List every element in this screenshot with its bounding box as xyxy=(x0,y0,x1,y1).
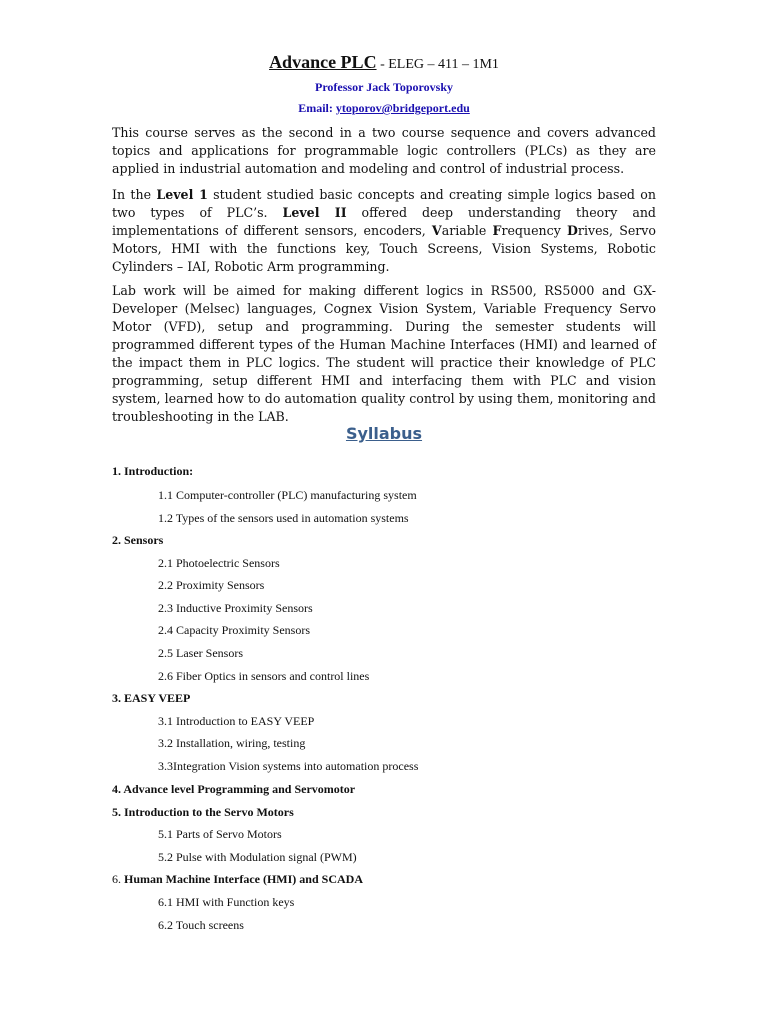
initial-d: D xyxy=(567,223,578,238)
text-run: student studied basic concepts and creating simple logics based on two types of PLC’s. xyxy=(112,187,657,220)
subsection-2-6: 2.6 Fiber Optics in sensors and control lines xyxy=(158,669,370,683)
subsection-1-2: 1.2 Types of the sensors used in automation systems xyxy=(158,511,409,525)
subsection-3-3: 3.3Integration Vision systems into automation process xyxy=(158,759,419,773)
subsection-2-1: 2.1 Photoelectric Sensors xyxy=(158,556,280,570)
subsection-2-2: 2.2 Proximity Sensors xyxy=(158,578,265,592)
lab-work-paragraph: Lab work will be aimed for making different logics in RS500, RS5000 and GX-Developer (Melsec) languages, Cognex Vision System, Variable Frequency Servo Motor (VFD), setup and programming. During the semester students will programmed different types of the Human Machine Interfaces (HMI) and learned of the impact them in PLC logics. The student will practice their knowledge of PLC programming, setup different HMI and interfacing them with PLC and vision system, learned how to do automation quality control by using them, monitoring and troubleshooting in the LAB. xyxy=(112,283,656,424)
section-servo-motors: 5. Introduction to the Servo Motors xyxy=(112,805,294,819)
course-title xyxy=(0,52,768,73)
text-run: requency xyxy=(501,223,567,238)
subsection-6-1: 6.1 HMI with Function keys xyxy=(158,895,295,909)
level-2-label: Level II xyxy=(282,205,347,220)
subsection-3-1: 3.1 Introduction to EASY VEEP xyxy=(158,714,315,728)
professor-name: Professor Jack Toporovsky xyxy=(314,80,454,94)
subsection-2-5: 2.5 Laser Sensors xyxy=(158,646,243,660)
section-easy-veep: 3. EASY VEEP xyxy=(112,691,191,705)
initial-v: V xyxy=(431,223,442,238)
course-name: Advance PLC xyxy=(269,52,377,72)
subsection-1-1: 1.1 Computer-controller (PLC) manufacturing system xyxy=(158,488,417,502)
subsection-6-2: 6.2 Touch screens xyxy=(158,918,244,932)
section-hmi-scada xyxy=(112,872,363,887)
section-sensors: 2. Sensors xyxy=(112,533,164,547)
intro-paragraph: This course serves as the second in a two course sequence and covers advanced topics and applications for programmable logic controllers (PLCs) as they are applied in industrial automation and modeling and control of industrial process. xyxy=(112,125,656,176)
text-run: In the xyxy=(112,187,157,202)
section-advance-programming: 4. Advance level Programming and Servomotor xyxy=(112,782,356,796)
text-run: offered deep understanding theory and implementations of different sensors, encoders, xyxy=(112,205,656,238)
subsection-2-3: 2.3 Inductive Proximity Sensors xyxy=(158,601,313,615)
subsection-2-4: 2.4 Capacity Proximity Sensors xyxy=(158,623,310,637)
email-link[interactable]: ytoporov@bridgeport.edu xyxy=(335,101,470,115)
course-code: - ELEG – 411 – 1M1 xyxy=(376,57,499,72)
section-introduction: 1. Introduction: xyxy=(112,464,194,478)
section-title: Human Machine Interface (HMI) and SCADA xyxy=(124,872,363,886)
level-1-label: Level 1 xyxy=(156,187,208,202)
text-run: ariable xyxy=(441,223,493,238)
subsection-5-1: 5.1 Parts of Servo Motors xyxy=(158,827,282,841)
email-line xyxy=(0,101,768,116)
levels-paragraph xyxy=(112,186,656,276)
subsection-3-2: 3.2 Installation, wiring, testing xyxy=(158,736,306,750)
email-label: Email: xyxy=(298,101,336,115)
subsection-5-2: 5.2 Pulse with Modulation signal (PWM) xyxy=(158,850,357,864)
section-number: 6. xyxy=(112,872,124,886)
syllabus-heading: Syllabus xyxy=(345,424,423,443)
initial-f: F xyxy=(492,223,502,238)
text-run: rives, Servo Motors, HMI with the functions key, Touch Screens, Vision Systems, Robotic Cylinders – IAI, Robotic Arm programming. xyxy=(112,223,656,274)
